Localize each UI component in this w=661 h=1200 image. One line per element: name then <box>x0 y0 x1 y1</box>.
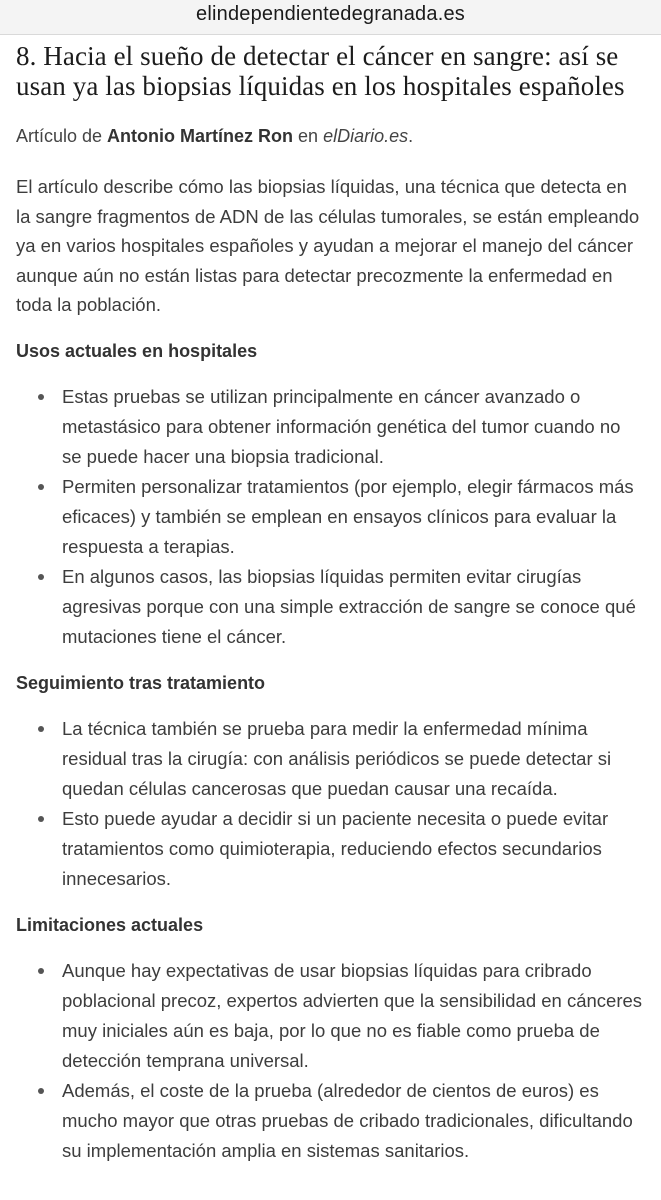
bullet-icon <box>38 816 44 822</box>
list-item-text: La técnica también se prueba para medir la enfermedad mínima residual tras la cirugía: con análisis periódicos se puede detectar si quedan células cancerosas que puedan causar una recaída. <box>62 718 612 799</box>
bullet-icon <box>38 1088 44 1094</box>
list-item-text: Permiten personalizar tratamientos (por ejemplo, elegir fármacos más eficaces) y también se emplean en ensayos clínicos para evaluar la respuesta a terapias. <box>62 476 634 557</box>
byline-suffix: . <box>408 126 414 146</box>
bullet-icon <box>38 394 44 400</box>
section-limitaciones <box>16 912 645 1166</box>
list-item-text: En algunos casos, las biopsias líquidas permiten evitar cirugías agresivas porque con una simple extracción de sangre se conoce qué mutaciones tiene el cáncer. <box>62 566 636 647</box>
intro-paragraph: El artículo describe cómo las biopsias líquidas, una técnica que detecta en la sangre fragmentos de ADN de las células tumorales, se están empleando ya en varios hospitales españoles y ayudan a mejorar el manejo del cáncer aunque aún no están listas para detectar precozmente la enfermedad en toda la población. <box>16 176 640 315</box>
bullet-icon <box>38 726 44 732</box>
list-item-text: Esto puede ayudar a decidir si un paciente necesita o puede evitar tratamientos como quimioterapia, reduciendo efectos secundarios innecesarios. <box>62 808 609 889</box>
article-title: 8. Hacia el sueño de detectar el cáncer en sangre: así se usan ya las biopsias líquidas en los hospitales españoles <box>16 41 625 101</box>
source-name: elDiario.es <box>323 126 409 146</box>
list-item <box>62 472 645 562</box>
byline <box>16 123 645 149</box>
list-item <box>62 1076 645 1166</box>
address-bar-url[interactable]: elindependientedegranada.es <box>196 3 465 25</box>
list-item <box>62 714 645 804</box>
bullet-icon <box>38 968 44 974</box>
bullet-icon <box>38 484 44 490</box>
list-item-text: Estas pruebas se utilizan principalmente en cáncer avanzado o metastásico para obtener información genética del tumor cuando no se puede hacer una biopsia tradicional. <box>62 386 621 467</box>
list-item-text: Aunque hay expectativas de usar biopsias líquidas para cribrado poblacional precoz, expertos advierten que la sensibilidad en cánceres muy iniciales aún es baja, por lo que no es fiable como prueba de detección temprana universal. <box>62 960 643 1071</box>
list-item <box>62 956 645 1076</box>
article-body <box>0 41 661 1166</box>
list-item <box>62 804 645 894</box>
author-name: Antonio Martínez Ron <box>107 126 294 146</box>
list-item <box>62 382 645 472</box>
bullet-list <box>16 382 645 652</box>
bullet-list <box>16 956 645 1166</box>
section-seguimiento <box>16 670 645 894</box>
section-heading: Limitaciones actuales <box>16 915 204 935</box>
byline-prefix: Artículo de <box>16 126 108 146</box>
byline-middle: en <box>293 126 324 146</box>
bullet-list <box>16 714 645 894</box>
list-item-text: Además, el coste de la prueba (alrededor de cientos de euros) es mucho mayor que otras pruebas de cribado tradicionales, dificultando su implementación amplia en sistemas sanitarios. <box>62 1080 633 1161</box>
list-item <box>62 562 645 652</box>
address-bar[interactable] <box>0 0 661 35</box>
section-heading: Usos actuales en hospitales <box>16 341 258 361</box>
bullet-icon <box>38 574 44 580</box>
section-usos <box>16 338 645 652</box>
section-heading: Seguimiento tras tratamiento <box>16 673 266 693</box>
